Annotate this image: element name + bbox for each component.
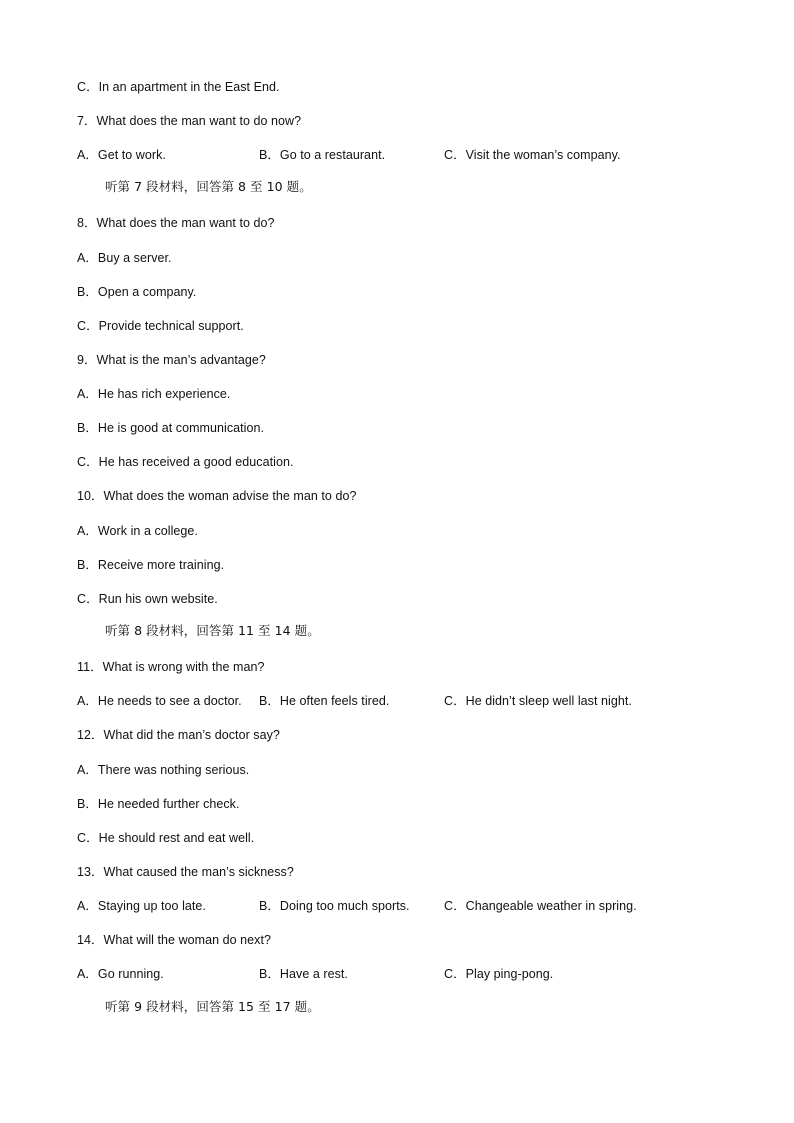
answer-option: A．There was nothing serious. xyxy=(77,763,250,777)
answer-option: C．He didn’t sleep well last night. xyxy=(444,694,632,708)
question-7: 7．What does the man want to do now? xyxy=(77,114,302,128)
question-8: 8．What does the man want to do? xyxy=(77,216,275,230)
answer-option: A．Staying up too late. xyxy=(77,899,206,913)
question-9: 9．What is the man’s advantage? xyxy=(77,353,266,367)
answer-option: A．Work in a college. xyxy=(77,524,198,538)
answer-option: C．In an apartment in the East End. xyxy=(77,80,280,94)
answer-option: B．Doing too much sports. xyxy=(259,899,410,913)
answer-option: C．Play ping-pong. xyxy=(444,967,554,981)
section-instruction: 听第 8 段材料，回答第 11 至 14 题。 xyxy=(105,623,320,638)
answer-option: C．Visit the woman’s company. xyxy=(444,148,621,162)
options-row-14 xyxy=(77,964,717,984)
answer-option: B．He is good at communication. xyxy=(77,421,265,435)
answer-option: B．He often feels tired. xyxy=(259,694,390,708)
answer-option: C．Changeable weather in spring. xyxy=(444,899,637,913)
section-instruction: 听第 7 段材料，回答第 8 至 10 题。 xyxy=(105,179,312,194)
options-row-7 xyxy=(77,145,717,165)
question-13: 13．What caused the man’s sickness? xyxy=(77,865,294,879)
answer-option: A．Buy a server. xyxy=(77,251,172,265)
answer-option: C．He has received a good education. xyxy=(77,455,294,469)
answer-option: A．He has rich experience. xyxy=(77,387,231,401)
answer-option: C．Provide technical support. xyxy=(77,319,244,333)
answer-option: C．Run his own website. xyxy=(77,592,218,606)
answer-option: B．Go to a restaurant. xyxy=(259,148,386,162)
answer-option: B．Have a rest. xyxy=(259,967,348,981)
answer-option: A．Go running. xyxy=(77,967,164,981)
answer-option: A．Get to work. xyxy=(77,148,166,162)
question-11: 11．What is wrong with the man? xyxy=(77,660,265,674)
options-row-13 xyxy=(77,896,717,916)
section-instruction: 听第 9 段材料，回答第 15 至 17 题。 xyxy=(105,999,320,1014)
options-row-11 xyxy=(77,691,717,711)
question-12: 12．What did the man’s doctor say? xyxy=(77,728,280,742)
question-14: 14．What will the woman do next? xyxy=(77,933,272,947)
answer-option: C．He should rest and eat well. xyxy=(77,831,255,845)
question-10: 10．What does the woman advise the man to do? xyxy=(77,489,357,503)
answer-option: B．Receive more training. xyxy=(77,558,225,572)
answer-option: B．He needed further check. xyxy=(77,797,240,811)
answer-option: B．Open a company. xyxy=(77,285,197,299)
answer-option: A．He needs to see a doctor. xyxy=(77,694,242,708)
